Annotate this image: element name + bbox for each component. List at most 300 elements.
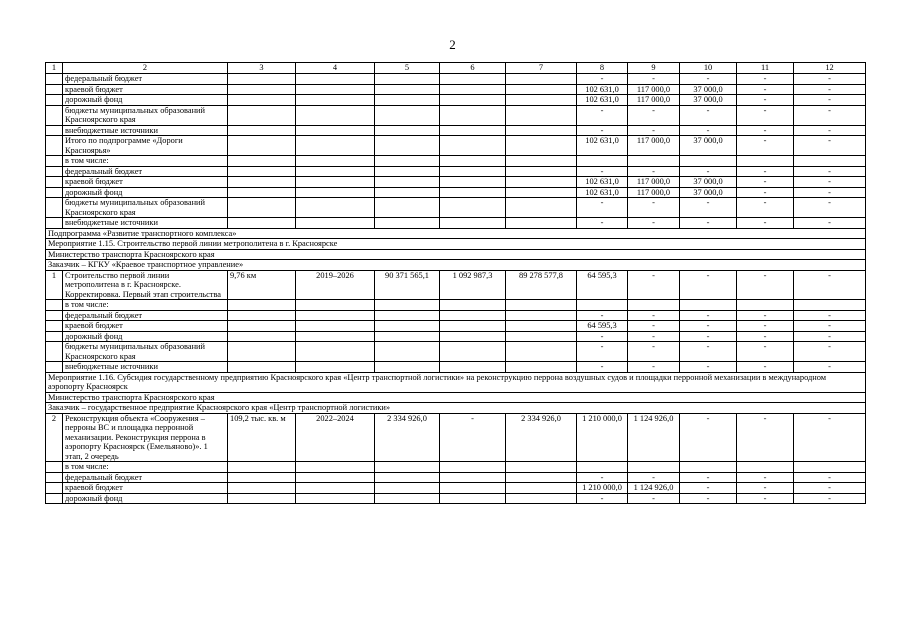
- section-title: Министерство транспорта Красноярского края: [46, 249, 866, 260]
- table-cell: [228, 362, 296, 373]
- table-cell: [296, 462, 375, 473]
- table-cell: -: [628, 270, 680, 300]
- table-cell: [375, 125, 440, 136]
- table-cell: [228, 125, 296, 136]
- table-cell: [228, 177, 296, 188]
- table-cell: 102 631,0: [577, 136, 628, 156]
- table-cell: -: [628, 125, 680, 136]
- table-row: [46, 321, 866, 332]
- table-cell: [46, 218, 63, 229]
- table-cell: [375, 95, 440, 106]
- table-cell: -: [794, 84, 866, 95]
- table-cell: [375, 300, 440, 311]
- column-header: 6: [440, 63, 506, 74]
- table-cell: 9,76 км: [228, 270, 296, 300]
- table-cell: [228, 156, 296, 167]
- table-cell: -: [737, 321, 794, 332]
- table-cell: -: [794, 166, 866, 177]
- section-row: [46, 249, 866, 260]
- table-cell: -: [628, 493, 680, 504]
- table-cell: федеральный бюджет: [63, 472, 228, 483]
- table-cell: 2 334 926,0: [375, 413, 440, 462]
- table-cell: [794, 462, 866, 473]
- table-cell: 1 092 987,3: [440, 270, 506, 300]
- budget-table: [45, 62, 866, 504]
- table-row: [46, 310, 866, 321]
- page-number: 2: [449, 37, 456, 52]
- table-cell: [296, 177, 375, 188]
- table-cell: 2022–2024: [296, 413, 375, 462]
- table-cell: -: [628, 218, 680, 229]
- table-cell: 117 000,0: [628, 136, 680, 156]
- table-cell: [680, 300, 737, 311]
- table-cell: [577, 300, 628, 311]
- table-cell: [506, 218, 577, 229]
- table-cell: 2: [46, 413, 63, 462]
- table-cell: -: [577, 166, 628, 177]
- table-cell: -: [794, 310, 866, 321]
- table-cell: [440, 331, 506, 342]
- table-row: [46, 177, 866, 188]
- table-cell: -: [794, 321, 866, 332]
- table-cell: 89 278 577,8: [506, 270, 577, 300]
- table-cell: [506, 472, 577, 483]
- header-row: [46, 63, 866, 74]
- table-cell: -: [628, 342, 680, 362]
- table-cell: [440, 218, 506, 229]
- table-cell: в том числе:: [63, 156, 228, 167]
- table-cell: [440, 187, 506, 198]
- table-cell: [440, 125, 506, 136]
- table-cell: [46, 198, 63, 218]
- table-cell: [228, 136, 296, 156]
- table-cell: [375, 187, 440, 198]
- table-cell: [506, 342, 577, 362]
- table-cell: 37 000,0: [680, 177, 737, 188]
- table-cell: [228, 218, 296, 229]
- table-cell: 90 371 565,1: [375, 270, 440, 300]
- table-cell: [296, 342, 375, 362]
- table-cell: [46, 156, 63, 167]
- table-row: [46, 74, 866, 85]
- table-row: [46, 300, 866, 311]
- table-cell: [375, 342, 440, 362]
- table-cell: -: [794, 331, 866, 342]
- table-cell: -: [794, 493, 866, 504]
- table-cell: [506, 493, 577, 504]
- table-cell: 37 000,0: [680, 84, 737, 95]
- table-cell: -: [737, 331, 794, 342]
- table-cell: [375, 74, 440, 85]
- table-cell: -: [737, 270, 794, 300]
- table-cell: [440, 166, 506, 177]
- table-cell: [375, 105, 440, 125]
- table-cell: -: [680, 472, 737, 483]
- table-cell: -: [737, 472, 794, 483]
- table-cell: бюджеты муниципальных образований Красноярского края: [63, 198, 228, 218]
- table-cell: [46, 300, 63, 311]
- table-cell: 102 631,0: [577, 187, 628, 198]
- table-cell: 64 595,3: [577, 270, 628, 300]
- table-cell: [506, 125, 577, 136]
- table-cell: [440, 95, 506, 106]
- table-cell: [506, 136, 577, 156]
- table-cell: -: [737, 310, 794, 321]
- table-cell: -: [737, 413, 794, 462]
- table-cell: [794, 156, 866, 167]
- table-cell: [440, 198, 506, 218]
- table-row: [46, 156, 866, 167]
- column-header: 5: [375, 63, 440, 74]
- table-cell: -: [680, 362, 737, 373]
- table-cell: [375, 483, 440, 494]
- table-row: [46, 84, 866, 95]
- table-row: [46, 342, 866, 362]
- table-cell: [296, 136, 375, 156]
- table-cell: [506, 105, 577, 125]
- table-cell: [228, 95, 296, 106]
- table-cell: [46, 74, 63, 85]
- table-cell: [296, 198, 375, 218]
- table-cell: [506, 95, 577, 106]
- table-cell: -: [577, 342, 628, 362]
- table-cell: [506, 462, 577, 473]
- table-cell: -: [628, 105, 680, 125]
- table-cell: [296, 187, 375, 198]
- table-cell: [296, 218, 375, 229]
- table-cell: -: [737, 187, 794, 198]
- table-cell: [440, 483, 506, 494]
- table-cell: [228, 166, 296, 177]
- table-cell: [506, 84, 577, 95]
- table-cell: [680, 462, 737, 473]
- table-cell: -: [680, 270, 737, 300]
- table-cell: Строительство первой линии метрополитена в г. Красноярске. Корректировка. Первый этап строительства: [63, 270, 228, 300]
- table-cell: -: [737, 125, 794, 136]
- table-cell: -: [680, 493, 737, 504]
- table-cell: [46, 84, 63, 95]
- table-cell: [440, 105, 506, 125]
- table-cell: -: [737, 136, 794, 156]
- table-row: [46, 166, 866, 177]
- table-cell: -: [737, 493, 794, 504]
- table-cell: федеральный бюджет: [63, 166, 228, 177]
- table-row: [46, 136, 866, 156]
- table-cell: 37 000,0: [680, 136, 737, 156]
- table-cell: [228, 198, 296, 218]
- table-cell: -: [737, 362, 794, 373]
- table-cell: -: [628, 321, 680, 332]
- table-cell: [506, 362, 577, 373]
- table-cell: [440, 472, 506, 483]
- table-cell: [375, 218, 440, 229]
- table-cell: [506, 331, 577, 342]
- table-cell: федеральный бюджет: [63, 310, 228, 321]
- table-row: [46, 331, 866, 342]
- table-cell: [440, 310, 506, 321]
- table-cell: -: [737, 95, 794, 106]
- table-cell: [506, 310, 577, 321]
- table-cell: [506, 156, 577, 167]
- table-cell: 109,2 тыс. кв. м: [228, 413, 296, 462]
- table-cell: -: [737, 218, 794, 229]
- table-cell: [440, 136, 506, 156]
- table-cell: -: [737, 483, 794, 494]
- table-cell: -: [737, 84, 794, 95]
- table-cell: краевой бюджет: [63, 321, 228, 332]
- table-cell: [440, 74, 506, 85]
- table-cell: [296, 84, 375, 95]
- section-title: Министерство транспорта Красноярского края: [46, 392, 866, 403]
- table-cell: [296, 166, 375, 177]
- table-row: [46, 187, 866, 198]
- table-cell: -: [577, 472, 628, 483]
- column-header: 10: [680, 63, 737, 74]
- table-cell: 2 334 926,0: [506, 413, 577, 462]
- table-cell: -: [577, 198, 628, 218]
- table-cell: [375, 84, 440, 95]
- table-cell: [506, 198, 577, 218]
- table-cell: -: [794, 177, 866, 188]
- table-cell: 117 000,0: [628, 84, 680, 95]
- table-cell: -: [794, 136, 866, 156]
- table-cell: -: [794, 95, 866, 106]
- table-cell: [228, 105, 296, 125]
- column-header: 12: [794, 63, 866, 74]
- table-cell: 117 000,0: [628, 177, 680, 188]
- section-row: [46, 239, 866, 250]
- table-cell: [680, 156, 737, 167]
- table-cell: [296, 472, 375, 483]
- table-cell: [296, 74, 375, 85]
- table-cell: [228, 331, 296, 342]
- table-cell: [440, 156, 506, 167]
- table-cell: [296, 125, 375, 136]
- section-row: [46, 228, 866, 239]
- table-cell: 1 210 000,0: [577, 483, 628, 494]
- table-cell: -: [794, 342, 866, 362]
- table-cell: краевой бюджет: [63, 177, 228, 188]
- table-cell: -: [577, 74, 628, 85]
- table-cell: [228, 74, 296, 85]
- table-cell: [46, 95, 63, 106]
- column-header: 4: [296, 63, 375, 74]
- table-cell: [577, 462, 628, 473]
- table-cell: бюджеты муниципальных образований Красноярского края: [63, 105, 228, 125]
- table-cell: [628, 156, 680, 167]
- table-cell: Итого по подпрограмме «Дороги Красноярья»: [63, 136, 228, 156]
- table-cell: [375, 472, 440, 483]
- table-cell: [228, 84, 296, 95]
- table-cell: -: [680, 413, 737, 462]
- table-cell: [296, 483, 375, 494]
- table-cell: [375, 166, 440, 177]
- column-header: 2: [63, 63, 228, 74]
- table-cell: -: [680, 321, 737, 332]
- table-cell: [440, 321, 506, 332]
- table-cell: [46, 177, 63, 188]
- table-cell: краевой бюджет: [63, 483, 228, 494]
- table-cell: -: [794, 74, 866, 85]
- table-cell: [506, 187, 577, 198]
- table-cell: 102 631,0: [577, 84, 628, 95]
- table-cell: -: [628, 331, 680, 342]
- table-cell: [375, 462, 440, 473]
- table-cell: [296, 362, 375, 373]
- table-cell: [296, 105, 375, 125]
- table-cell: дорожный фонд: [63, 493, 228, 504]
- table-row: [46, 493, 866, 504]
- table-cell: [296, 493, 375, 504]
- table-row: [46, 270, 866, 300]
- table-cell: [46, 342, 63, 362]
- table-cell: [440, 493, 506, 504]
- table-cell: -: [794, 125, 866, 136]
- table-cell: [628, 462, 680, 473]
- section-row: [46, 372, 866, 392]
- table-cell: [506, 177, 577, 188]
- table-cell: [296, 331, 375, 342]
- column-header: 8: [577, 63, 628, 74]
- table-cell: [46, 321, 63, 332]
- table-cell: Реконструкция объекта «Сооружения – перроны ВС и площадка перронной механизации. Реконструкция перрона в аэропорту Красноярск (Емельяново)». 1 этап, 2 очередь: [63, 413, 228, 462]
- table-cell: -: [794, 105, 866, 125]
- table-cell: -: [737, 177, 794, 188]
- table-cell: федеральный бюджет: [63, 74, 228, 85]
- table-row: [46, 218, 866, 229]
- table-cell: -: [737, 105, 794, 125]
- table-cell: 1 124 926,0: [628, 483, 680, 494]
- table-cell: краевой бюджет: [63, 84, 228, 95]
- table-cell: [375, 331, 440, 342]
- table-cell: [228, 493, 296, 504]
- table-cell: [440, 300, 506, 311]
- column-header: 9: [628, 63, 680, 74]
- table-cell: -: [794, 472, 866, 483]
- table-cell: -: [794, 413, 866, 462]
- table-cell: внебюджетные источники: [63, 218, 228, 229]
- table-cell: [440, 342, 506, 362]
- table-cell: -: [577, 125, 628, 136]
- table-cell: [440, 462, 506, 473]
- table-cell: [46, 483, 63, 494]
- table-cell: 1 210 000,0: [577, 413, 628, 462]
- table-row: [46, 472, 866, 483]
- table-cell: в том числе:: [63, 462, 228, 473]
- table-cell: -: [737, 342, 794, 362]
- table-cell: [375, 156, 440, 167]
- table-cell: -: [680, 331, 737, 342]
- table-cell: [440, 362, 506, 373]
- table-cell: -: [737, 74, 794, 85]
- table-cell: -: [577, 331, 628, 342]
- table-cell: -: [628, 310, 680, 321]
- table-cell: [296, 300, 375, 311]
- table-cell: [46, 493, 63, 504]
- section-title: Заказчик – КГКУ «Краевое транспортное управление»: [46, 260, 866, 271]
- column-header: 1: [46, 63, 63, 74]
- table-cell: дорожный фонд: [63, 95, 228, 106]
- table-cell: [228, 187, 296, 198]
- table-cell: [506, 300, 577, 311]
- table-cell: [228, 342, 296, 362]
- table-cell: 102 631,0: [577, 95, 628, 106]
- table-cell: [296, 321, 375, 332]
- table-cell: [46, 187, 63, 198]
- table-cell: [506, 321, 577, 332]
- table-cell: -: [680, 218, 737, 229]
- table-cell: -: [680, 125, 737, 136]
- table-cell: [228, 310, 296, 321]
- table-cell: -: [794, 483, 866, 494]
- table-row: [46, 198, 866, 218]
- table-cell: 37 000,0: [680, 187, 737, 198]
- table-cell: [46, 125, 63, 136]
- table-cell: -: [680, 105, 737, 125]
- table-cell: [737, 462, 794, 473]
- table-cell: -: [680, 483, 737, 494]
- table-cell: -: [440, 413, 506, 462]
- table-row: [46, 462, 866, 473]
- table-cell: [46, 362, 63, 373]
- column-header: 11: [737, 63, 794, 74]
- table-cell: [46, 105, 63, 125]
- table-cell: [440, 84, 506, 95]
- table-cell: [375, 198, 440, 218]
- table-row: [46, 362, 866, 373]
- table-row: [46, 95, 866, 106]
- section-row: [46, 392, 866, 403]
- table-cell: внебюджетные источники: [63, 362, 228, 373]
- table-cell: [46, 310, 63, 321]
- table-cell: -: [794, 362, 866, 373]
- table-cell: [375, 321, 440, 332]
- table-cell: -: [628, 472, 680, 483]
- section-title: Подпрограмма «Развитие транспортного комплекса»: [46, 228, 866, 239]
- table-cell: -: [577, 362, 628, 373]
- table-cell: -: [577, 218, 628, 229]
- table-cell: [228, 300, 296, 311]
- table-cell: [296, 310, 375, 321]
- section-title: Мероприятие 1.15. Строительство первой линии метрополитена в г. Красноярске: [46, 239, 866, 250]
- table-cell: -: [628, 198, 680, 218]
- table-cell: 64 595,3: [577, 321, 628, 332]
- table-cell: [375, 310, 440, 321]
- table-cell: -: [680, 342, 737, 362]
- column-header: 7: [506, 63, 577, 74]
- table-cell: [228, 472, 296, 483]
- table-cell: в том числе:: [63, 300, 228, 311]
- table-cell: 2019–2026: [296, 270, 375, 300]
- table-cell: [506, 166, 577, 177]
- table-cell: -: [737, 166, 794, 177]
- table-cell: [375, 493, 440, 504]
- table-cell: -: [680, 310, 737, 321]
- table-cell: -: [794, 270, 866, 300]
- table-row: [46, 483, 866, 494]
- section-row: [46, 403, 866, 414]
- table-cell: [506, 74, 577, 85]
- table-cell: -: [628, 74, 680, 85]
- table-cell: [737, 156, 794, 167]
- table-cell: [375, 362, 440, 373]
- table-cell: [46, 462, 63, 473]
- table-cell: [794, 300, 866, 311]
- table-cell: -: [628, 362, 680, 373]
- table-cell: -: [577, 493, 628, 504]
- table-cell: [46, 472, 63, 483]
- table-cell: 102 631,0: [577, 177, 628, 188]
